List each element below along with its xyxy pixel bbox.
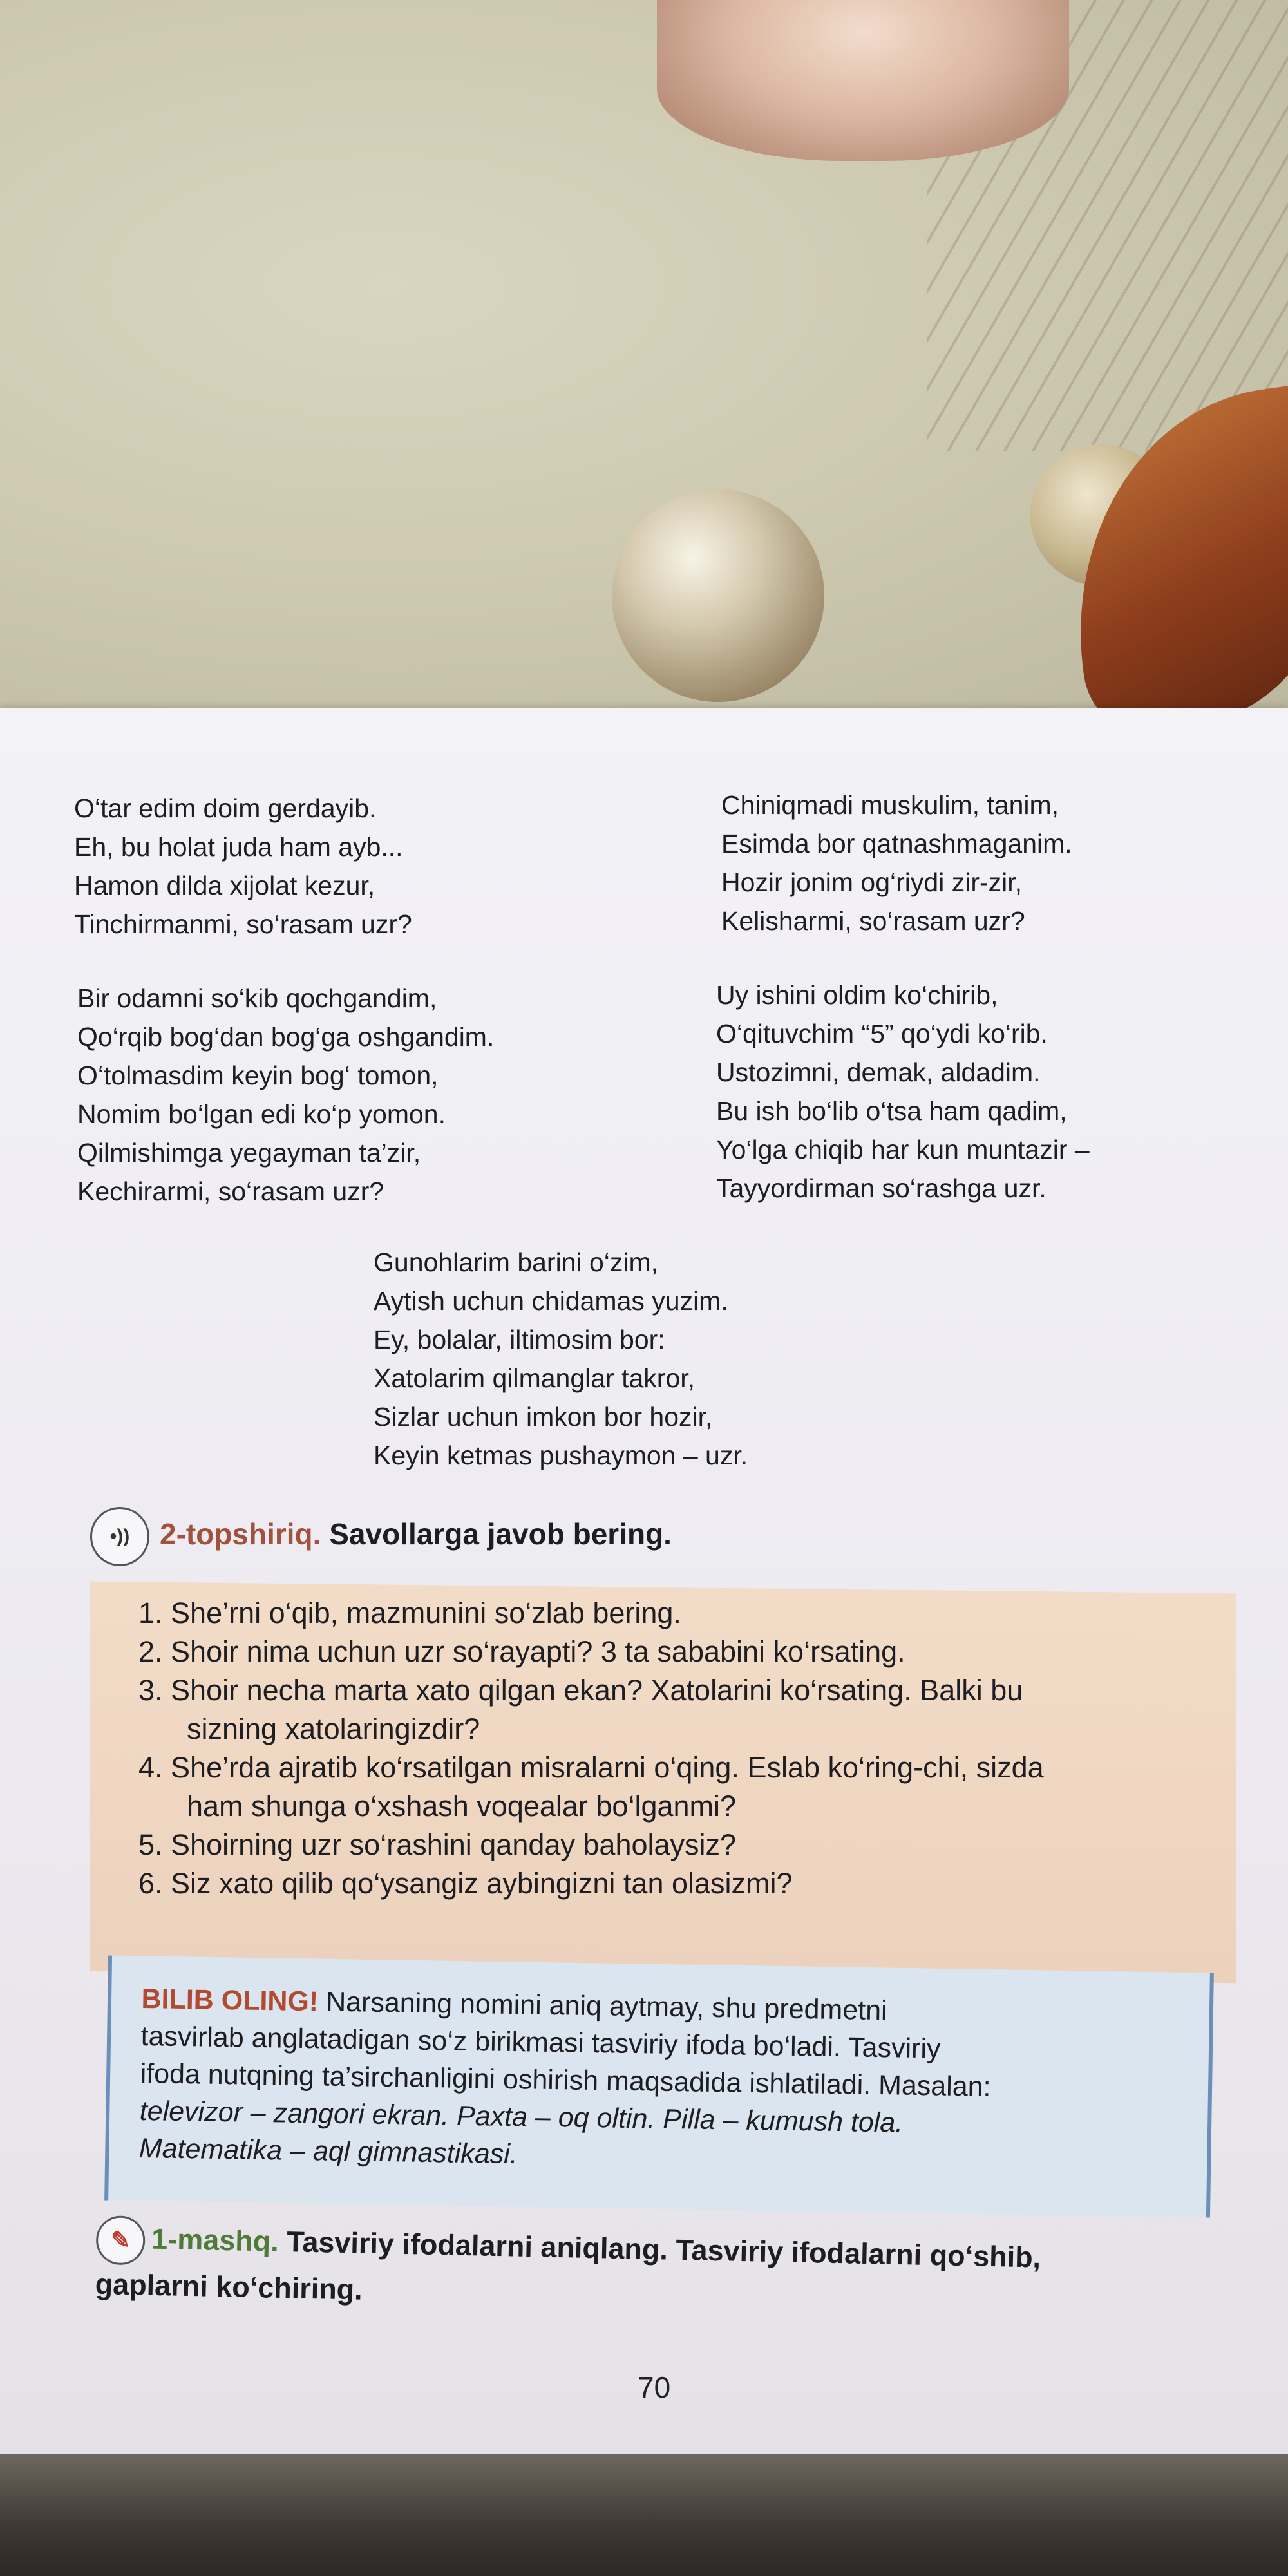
poem-line: Ey, bolalar, iltimosim bor: <box>374 1325 665 1354</box>
poem-line: Kechirarmi, so‘rasam uzr? <box>77 1177 384 1206</box>
question-item: 4. She’rda ajratib ko‘rsatilgan misralarni o‘qing. Eslab ko‘ring-chi, sizda <box>138 1751 1044 1784</box>
task-number: 2-topshiriq. <box>160 1517 321 1551</box>
poem-line: Tinchirmanmi, so‘rasam uzr? <box>74 909 412 939</box>
info-line: ifoda nutqning ta’sirchanligini oshirish maqsadida ishlatiladi. Masalan: <box>140 2058 991 2103</box>
page-number: 70 <box>638 2371 671 2404</box>
poem-stanza-right-1 <box>721 786 1072 940</box>
question-item-continuation: sizning xatolaringizdir? <box>187 1712 480 1745</box>
info-text <box>138 1980 1197 2184</box>
info-example: Matematika – aql gimnastikasi. <box>138 2132 518 2170</box>
poem-stanza-right-2 <box>716 976 1090 1208</box>
book-edge <box>0 2454 1288 2576</box>
info-line: tasvirlab anglatadigan so‘z birikmasi tasviriy ifoda bo‘ladi. Tasviriy <box>140 2020 941 2065</box>
question-item: 2. Shoir nima uchun uzr so‘rayapti? 3 ta sababini ko‘rsating. <box>138 1635 905 1668</box>
poem-line: Hozir jonim og‘riydi zir-zir, <box>721 867 1023 897</box>
poem-line: Kelisharmi, so‘rasam uzr? <box>721 906 1025 936</box>
poem-line: Qilmishimga yegayman ta’zir, <box>77 1138 421 1168</box>
poem-line: Esimda bor qatnashmaganim. <box>721 829 1072 858</box>
poem-line: Bir odamni so‘kib qochgandim, <box>77 983 437 1013</box>
poem-line: Chiniqmadi muskulim, tanim, <box>721 790 1059 820</box>
poem-stanza-center <box>374 1243 748 1475</box>
poem-stanza-left-2 <box>77 979 494 1211</box>
info-heading: BILIB OLING! <box>141 1983 319 2018</box>
poem-line: Eh, bu holat juda ham ayb... <box>74 832 403 862</box>
poem-line: Nomim bo‘lgan edi ko‘p yomon. <box>77 1099 446 1129</box>
question-item: 5. Shoirning uzr so‘rashini qanday baholaysiz? <box>138 1828 737 1861</box>
info-example: televizor – zangori ekran. Paxta – oq oltin. Pilla – kumush tola. <box>139 2095 904 2139</box>
exercise-line: gaplarni ko‘chiring. <box>95 2267 363 2306</box>
poem-line: Ustozimni, demak, aldadim. <box>716 1057 1041 1087</box>
audio-icon: •)) <box>90 1507 149 1566</box>
task-heading <box>90 1507 672 1566</box>
question-item: 6. Siz xato qilib qo‘ysangiz aybingizni tan olasizmi? <box>138 1867 793 1900</box>
poem-line: Bu ish bo‘lib o‘tsa ham qadim, <box>716 1096 1067 1126</box>
poem-line: Aytish uchun chidamas yuzim. <box>374 1286 728 1316</box>
poem-line: Gunohlarim barini o‘zim, <box>374 1247 659 1277</box>
poem-line: Sizlar uchun imkon bor hozir, <box>374 1402 713 1432</box>
info-line-text: Narsaning nomini aniq aytmay, shu predmetni <box>317 1986 888 2027</box>
flower-decoration <box>657 0 1069 161</box>
poem-line: Keyin ketmas pushaymon – uzr. <box>374 1441 748 1470</box>
poem-line: Yo‘lga chiqib har kun muntazir – <box>716 1135 1090 1164</box>
task-title: Savollarga javob bering. <box>329 1517 672 1551</box>
poem-line: O‘qituvchim “5” qo‘ydi ko‘rib. <box>716 1019 1048 1048</box>
poem-line: O‘tar edim doim gerdayib. <box>74 793 377 823</box>
pearl-decoration <box>612 489 824 702</box>
questions-list <box>138 1594 1233 1903</box>
poem-line: Xatolarim qilmanglar takror, <box>374 1363 696 1393</box>
question-item-continuation: ham shunga o‘xshash voqealar bo‘lganmi? <box>187 1790 737 1823</box>
question-item: 1. She’rni o‘qib, mazmunini so‘zlab bering. <box>138 1596 681 1629</box>
exercise-text: Tasviriy ifodalarni aniqlang. Tasviriy ifodalarni qo‘shib, <box>278 2224 1041 2274</box>
poem-line: O‘tolmasdim keyin bog‘ tomon, <box>77 1061 439 1090</box>
exercise-number: 1-mashq. <box>151 2222 279 2258</box>
poem-line: Qo‘rqib bog‘dan bog‘ga oshgandim. <box>77 1022 495 1052</box>
pencil-icon: ✎ <box>95 2215 146 2266</box>
poem-line: Tayyordirman so‘rashga uzr. <box>716 1173 1046 1203</box>
poem-line: Hamon dilda xijolat kezur, <box>74 871 375 900</box>
poem-line: Uy ishini oldim ko‘chirib, <box>716 980 998 1010</box>
poem-stanza-left-1 <box>74 789 412 943</box>
question-item: 3. Shoir necha marta xato qilgan ekan? Xatolarini ko‘rsating. Balki bu <box>138 1674 1023 1707</box>
